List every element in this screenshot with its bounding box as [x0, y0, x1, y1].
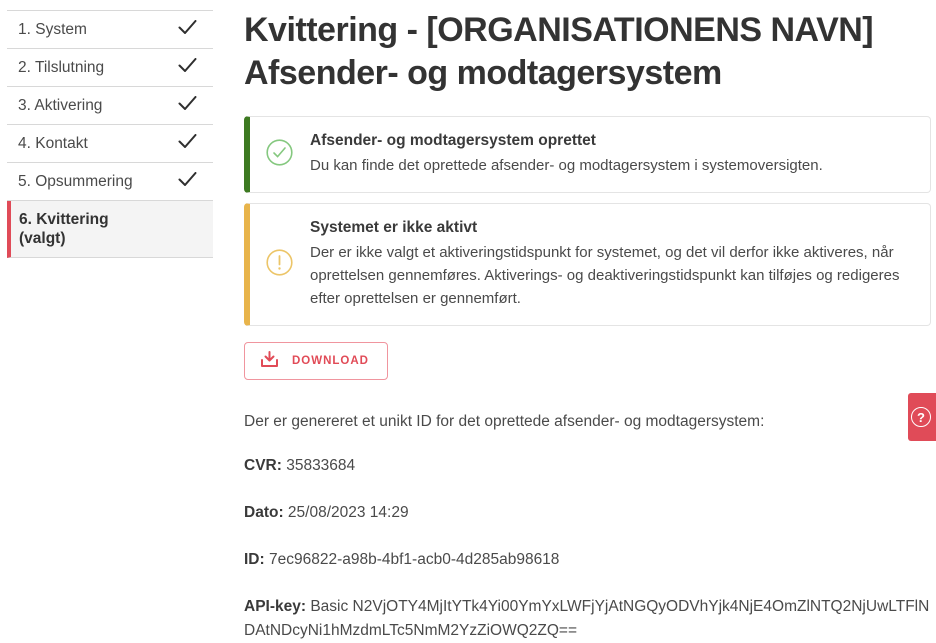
sidebar-item-tilslutning[interactable] [7, 49, 213, 87]
id-label: ID: [244, 551, 265, 568]
question-circle-icon: ? [911, 407, 931, 427]
sidebar-item-label: 4. Kontakt [18, 135, 88, 152]
checkmark-icon [178, 172, 197, 191]
sidebar-item-kvittering-selected[interactable] [7, 201, 213, 258]
checkmark-icon [178, 96, 197, 115]
sidebar-item-opsummering[interactable] [7, 163, 213, 201]
step-navigation [7, 10, 213, 258]
check-circle-icon [266, 139, 293, 171]
success-alert-title: Afsender- og modtagersystem oprettet [310, 132, 596, 149]
sidebar-item-label: 3. Aktivering [18, 97, 103, 114]
sidebar-item-label: 5. Opsummering [18, 173, 133, 190]
unique-id-intro-text: Der er genereret et unikt ID for det oprettede afsender- og modtagersystem: [244, 413, 765, 430]
sidebar-item-label: 2. Tilslutning [18, 59, 105, 76]
checkmark-icon [178, 58, 197, 77]
sidebar-item-system[interactable] [7, 11, 213, 49]
success-alert-text [310, 132, 823, 177]
exclamation-circle-icon [266, 249, 293, 281]
id-value: 7ec96822-a98b-4bf1-acb0-4d285ab98618 [268, 551, 560, 568]
help-button[interactable] [908, 393, 936, 441]
cvr-field [244, 454, 934, 478]
api-key-value: Basic N2VjOTY4MjItYTk4Yi00YmYxLWFjYjAtNGQyODVhYjk4NjE4OmZlNTQ2NjUwLTFlNDAtNDcyNi1hMzdmLTc5NmM2YzZiOWQ2ZQ== [244, 598, 930, 639]
warning-alert-body: Der er ikke valgt et aktiveringstidspunkt for systemet, og det vil derfor ikke aktiveres, når oprettelsen gennemføres. Aktiverings- og deaktiveringstidspunkt kan tilføjes og redigeres efter oprettelsen er gennemført. [310, 244, 900, 307]
checkmark-icon [178, 134, 197, 153]
warning-alert-text [310, 219, 912, 310]
page-title: Kvittering - [ORGANISATIONENS NAVN] Afsender- og modtagersystem [244, 11, 874, 92]
warning-alert-title: Systemet er ikke aktivt [310, 219, 478, 236]
main-content [244, 0, 934, 643]
dato-value: 25/08/2023 14:29 [287, 504, 409, 521]
api-key-field [244, 595, 934, 643]
warning-alert [244, 203, 931, 326]
sidebar-item-kontakt[interactable] [7, 125, 213, 163]
sidebar-item-label: 6. Kvittering (valgt) [19, 211, 109, 247]
checkmark-icon [178, 20, 197, 39]
download-button[interactable] [244, 342, 388, 380]
api-key-label: API-key: [244, 598, 307, 615]
cvr-value: 35833684 [286, 457, 356, 474]
sidebar-item-aktivering[interactable] [7, 87, 213, 125]
success-alert-body: Du kan finde det oprettede afsender- og modtagersystem i systemoversigten. [310, 157, 823, 174]
dato-field [244, 501, 934, 525]
download-button-label: DOWNLOAD [292, 355, 369, 367]
dato-label: Dato: [244, 504, 284, 521]
id-field [244, 548, 934, 572]
cvr-label: CVR: [244, 457, 282, 474]
success-alert [244, 116, 931, 193]
sidebar-item-label: 1. System [18, 21, 87, 38]
download-tray-icon [260, 350, 279, 372]
